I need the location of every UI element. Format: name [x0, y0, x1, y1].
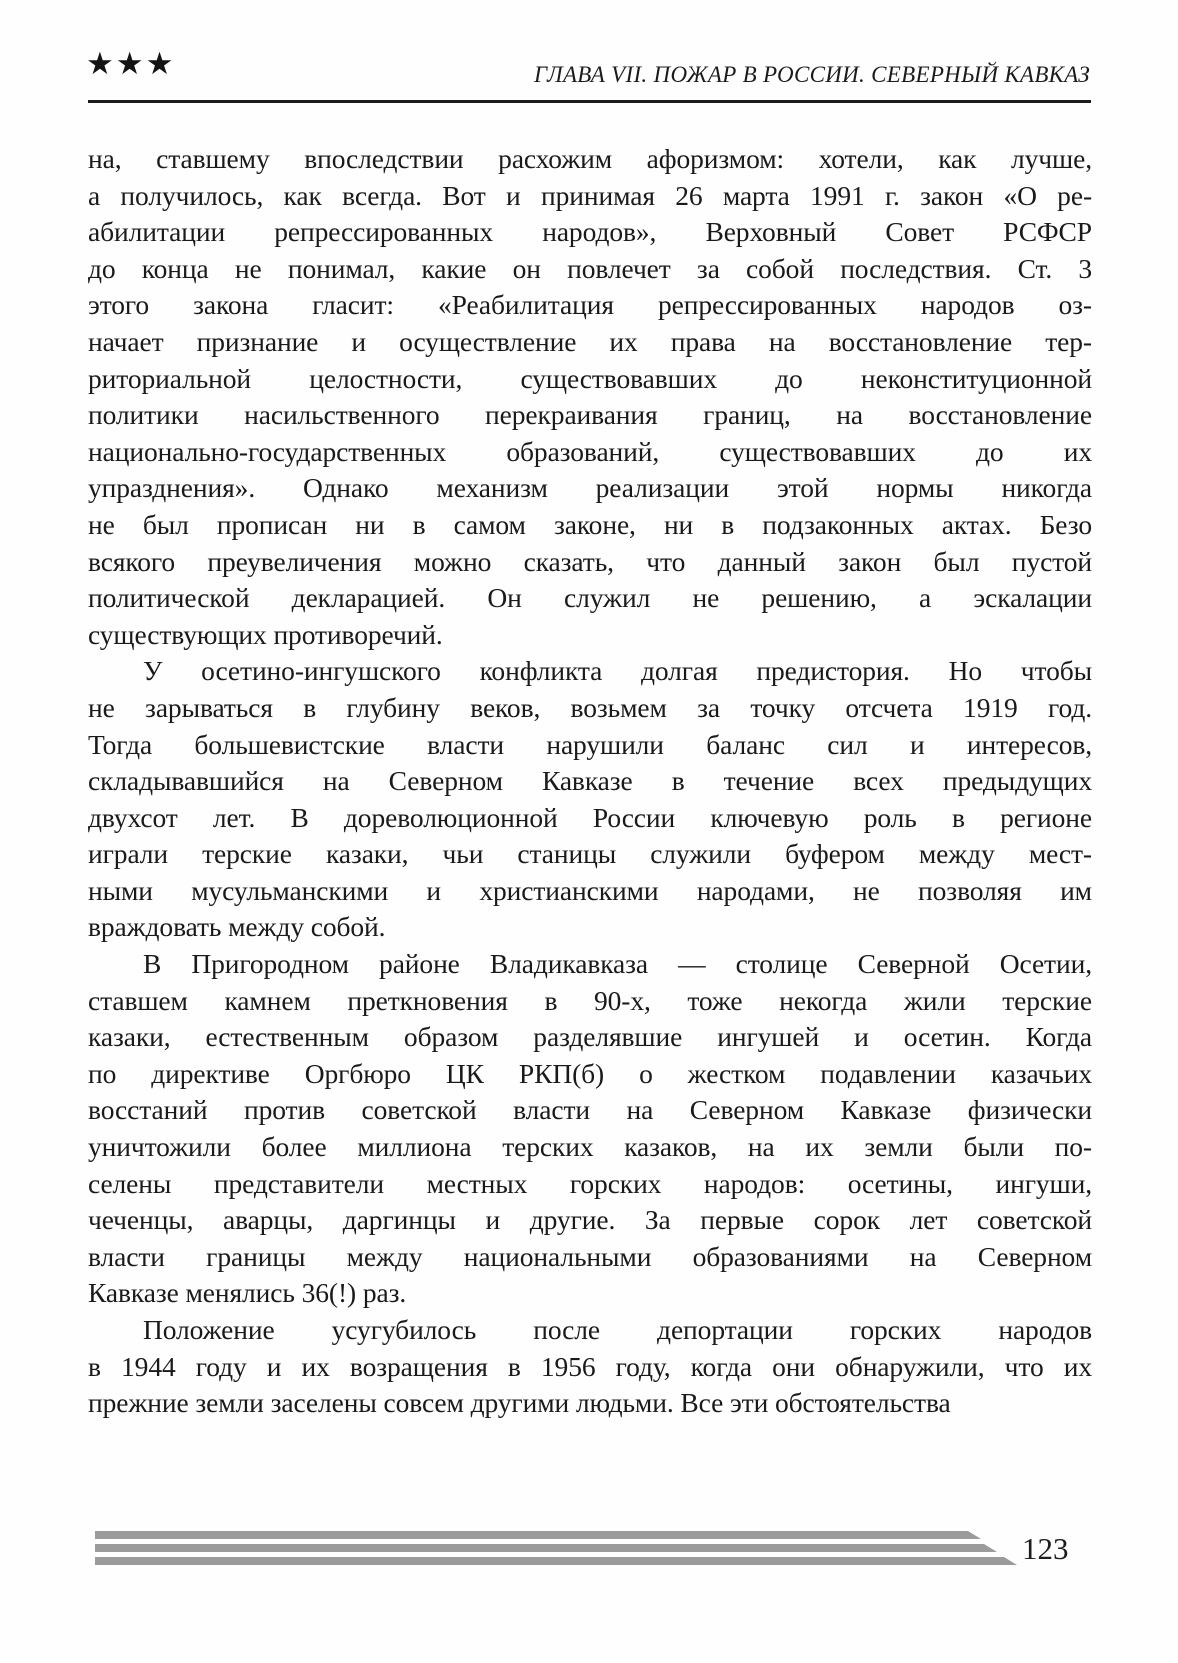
text-line: двухсот лет. В дореволюционной России ключевую роль в регионе: [88, 801, 1092, 833]
text-line: Тогда большевистские власти нарушили баланс сил и интересов,: [88, 728, 1092, 760]
text-line: складывавшийся на Северном Кавказе в течение всех предыдущих: [88, 765, 1092, 797]
text-line: в 1944 году и их возращения в 1956 году, когда они обнаружили, что их: [88, 1350, 1092, 1382]
text-line: играли терские казаки, чьи станицы служили буфером между мест-: [88, 838, 1092, 870]
text-line: уничтожили более миллиона терских казаков, на их земли были по-: [88, 1131, 1092, 1163]
text-line: политической декларацией. Он служил не решению, а эскалации: [88, 582, 1092, 614]
text-line: упразднения». Однако механизм реализации этой нормы никогда: [88, 472, 1092, 504]
text-line: а получилось, как всегда. Вот и принимая 26 марта 1991 г. закон «О ре-: [88, 179, 1092, 211]
text-line: не был прописан ни в самом законе, ни в подзаконных актах. Безо: [88, 508, 1092, 540]
text-line: риториальной целостности, существовавших до неконституционной: [88, 362, 1092, 394]
text-line: этого закона гласит: «Реабилитация репрессированных народов оз-: [88, 289, 1092, 321]
page-body: [88, 141, 1092, 1422]
text-line: по директиве Оргбюро ЦК РКП(б) о жестком подавлении казачьих: [88, 1057, 1092, 1089]
text-line: казаки, естественным образом разделявшие ингушей и осетин. Когда: [88, 1021, 1092, 1053]
text-line: абилитации репрессированных народов», Верховный Совет РСФСР: [88, 216, 1092, 248]
stars-icon: ★★★: [86, 46, 176, 81]
text-line: ными мусульманскими и христианскими народами, не позволяя им: [88, 874, 1092, 906]
text-line: политики насильственного перекраивания границ, на восстановление: [88, 399, 1092, 431]
text-line: начает признание и осуществление их права на восстановление тер-: [88, 325, 1092, 357]
chapter-title: ГЛАВА VII. ПОЖАР В РОССИИ. СЕВЕРНЫЙ КАВКАЗ: [533, 62, 1090, 87]
text-line: не зарываться в глубину веков, возьмем за точку отсчета 1919 год.: [88, 691, 1092, 723]
text-line: Положение усугубилось после депортации горских народов: [143, 1314, 1092, 1345]
text-line: национально-государственных образований, существовавших до их: [88, 435, 1092, 467]
text-line: восстаний против советской власти на Северном Кавказе физически: [88, 1094, 1092, 1126]
page-number: 123: [1022, 1531, 1069, 1566]
footer-ornament: [95, 1531, 1025, 1565]
footer-stripe-2: [95, 1544, 997, 1552]
footer-stripe-3: [95, 1557, 1017, 1565]
text-line: селены представители местных горских народов: осетины, ингуши,: [88, 1167, 1092, 1199]
text-line: всякого преувеличения можно сказать, что данный закон был пустой: [88, 545, 1092, 577]
footer-stripe-1: [95, 1531, 981, 1539]
header-rule: [88, 100, 1091, 103]
text-line: враждовать между собой.: [88, 911, 386, 943]
text-line: У осетино-ингушского конфликта долгая предистория. Но чтобы: [143, 655, 1092, 687]
text-line: В Пригородном районе Владикавказа — столице Северной Осетии,: [143, 948, 1092, 980]
text-line: власти границы между национальными образованиями на Северном: [88, 1240, 1092, 1272]
text-line: на, ставшему впоследствии расхожим афоризмом: хотели, как лучше,: [88, 143, 1092, 174]
text-line: чеченцы, аварцы, даргинцы и другие. За первые сорок лет советской: [88, 1204, 1092, 1236]
text-line: Кавказе менялись 36(!) раз.: [88, 1277, 407, 1309]
text-line: до конца не понимал, какие он повлечет за собой последствия. Ст. 3: [88, 252, 1092, 284]
text-line: существующих противоречий.: [88, 618, 443, 650]
text-line: прежние земли заселены совсем другими людьми. Все эти обстоятельства: [88, 1387, 951, 1419]
text-line: ставшем камнем преткновения в 90-х, тоже некогда жили терские: [88, 984, 1092, 1016]
